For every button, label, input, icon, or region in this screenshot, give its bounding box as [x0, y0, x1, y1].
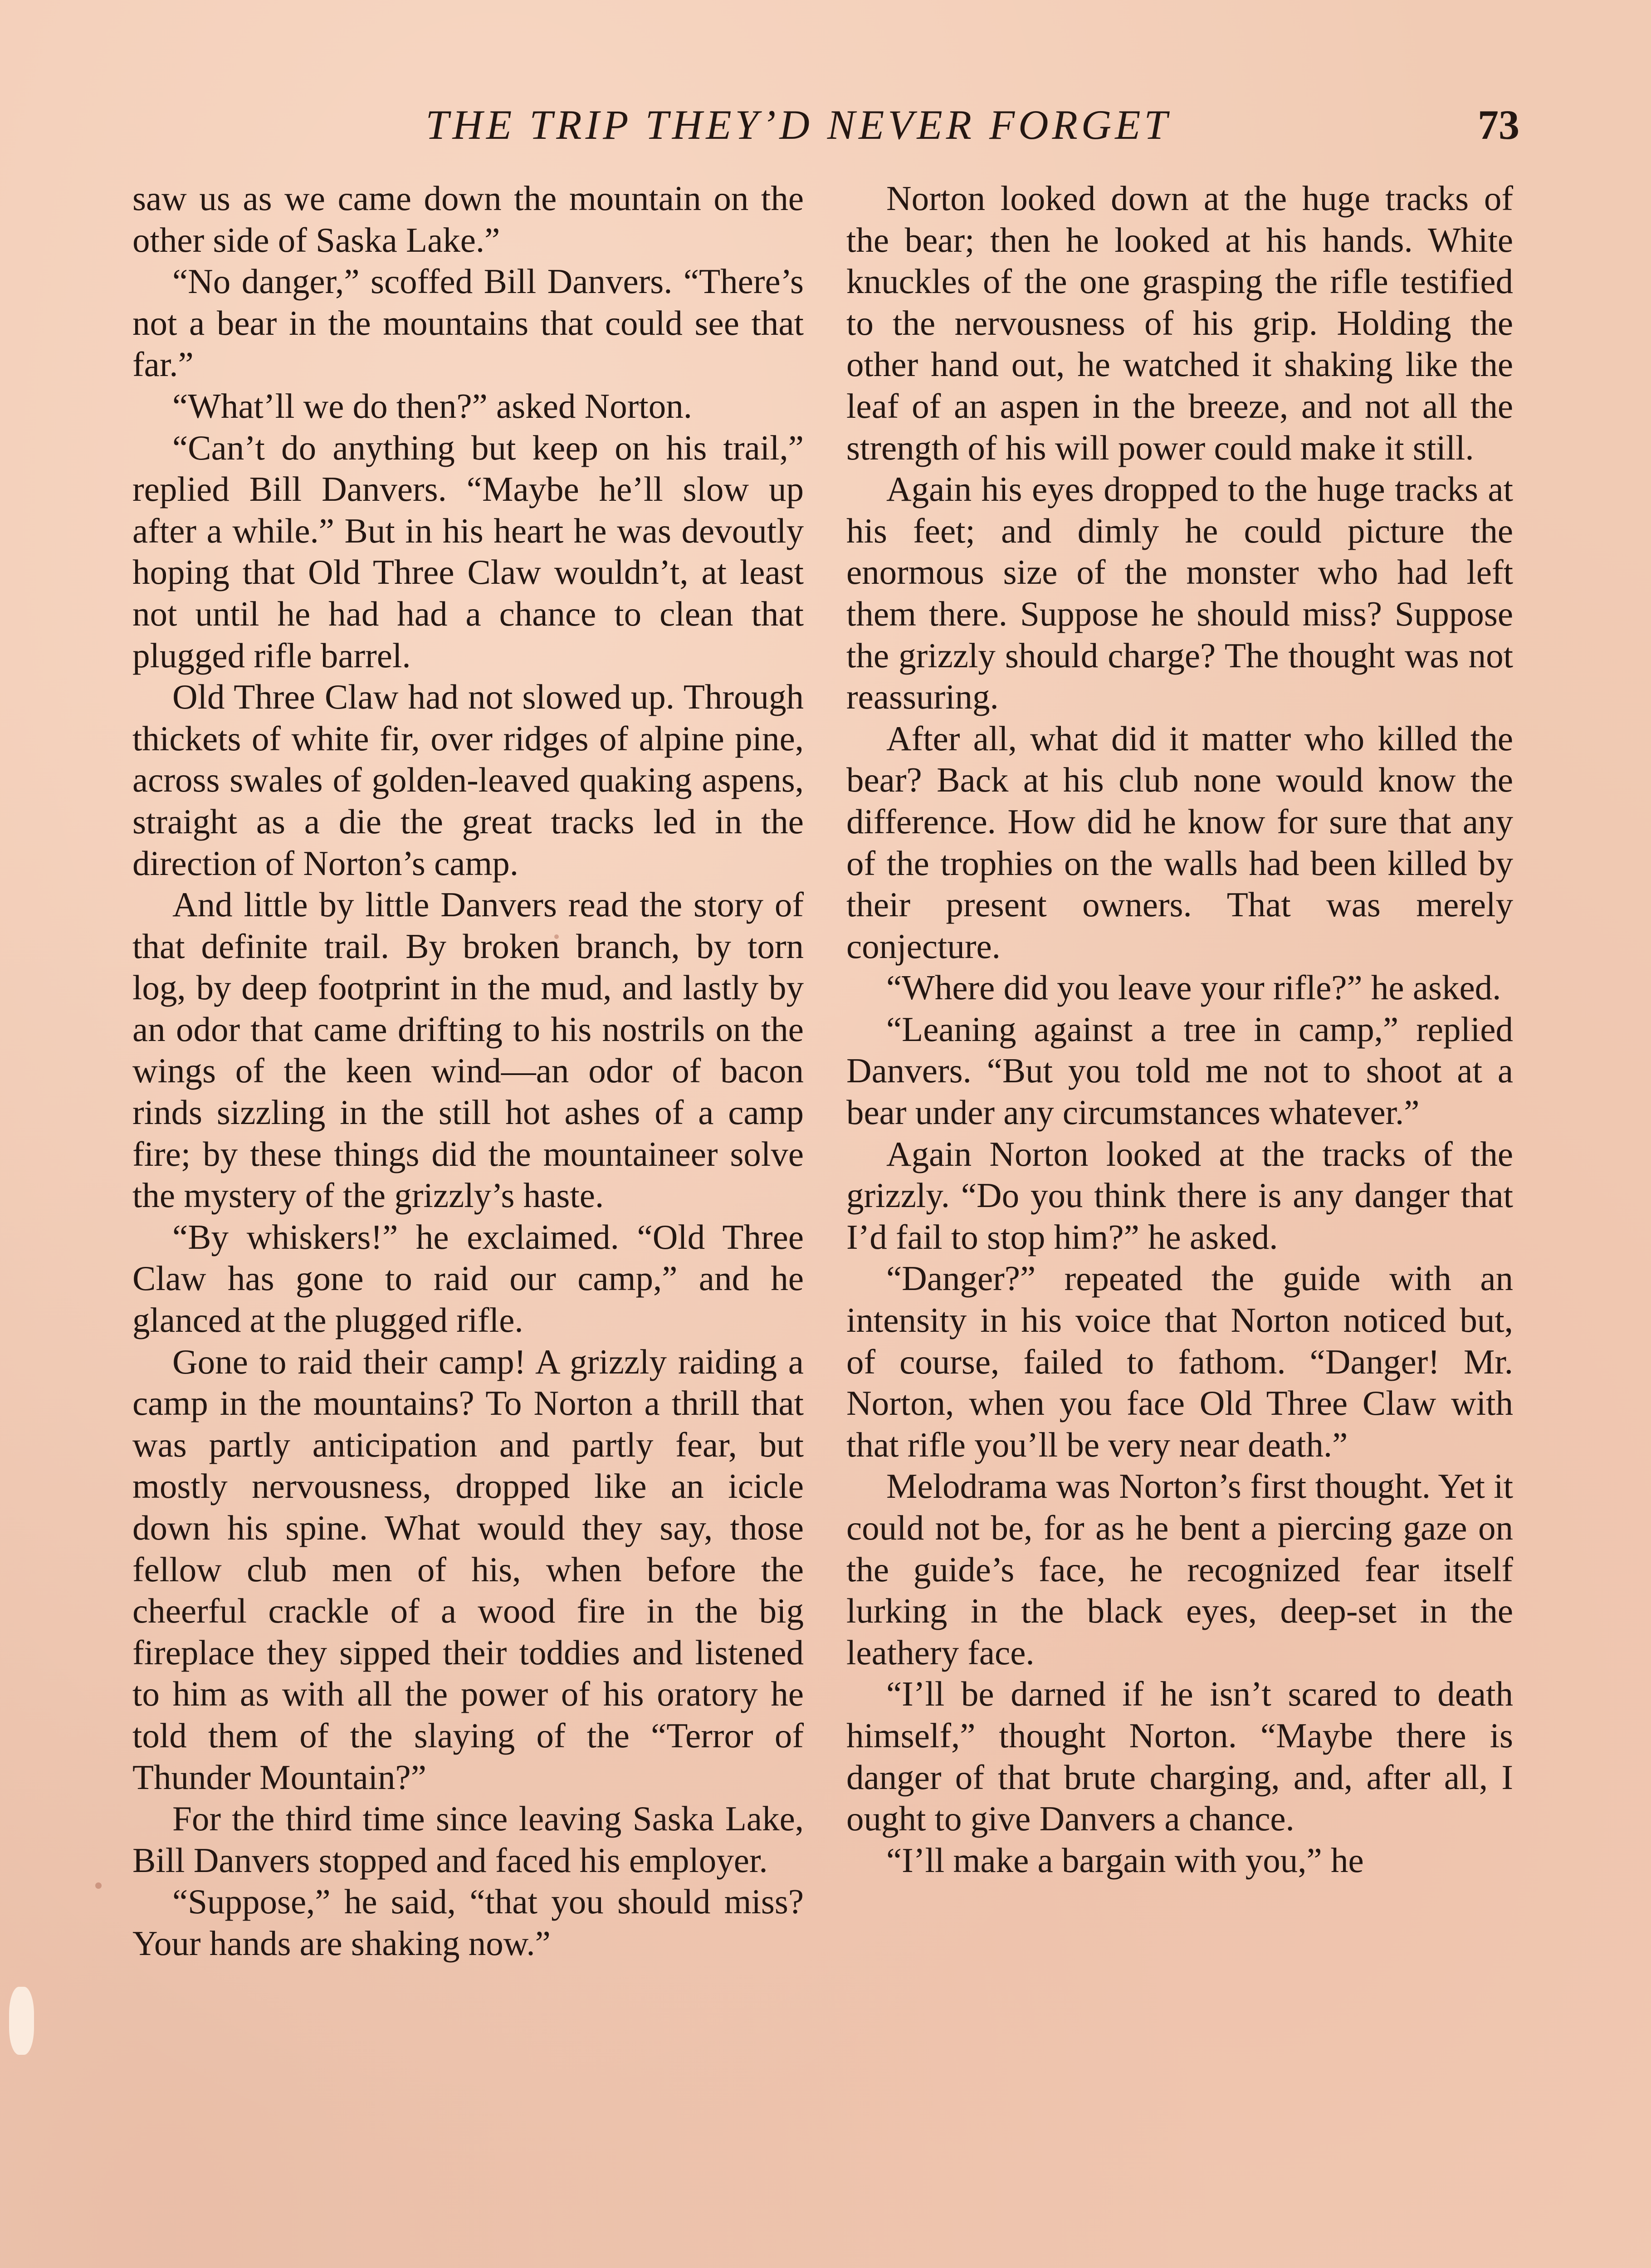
paragraph: Again Norton looked at the tracks of the grizzly. “Do you think there is any danger that I’d fail to stop him?” he asked.: [846, 1134, 1513, 1256]
paragraph: Melodrama was Norton’s first thought. Yet it could not be, for as he bent a piercing gaze on the guide’s face, he recognized fear itself lurking in the black eyes, deep-set in the leathery face.: [846, 1466, 1513, 1672]
paragraph: Again his eyes dropped to the huge tracks at his feet; and dimly he could picture the enormous size of the monster who had left them there. Suppose he should miss? Suppose the grizzly should charge? The thought was not reassuring.: [846, 469, 1513, 717]
paragraph: saw us as we came down the mountain on the other side of Saska Lake.”: [132, 179, 804, 259]
paper-spot: [1365, 195, 1369, 199]
paragraph: “I’ll be darned if he isn’t scared to death himself,” thought Norton. “Maybe there is danger of that brute charging, and, after all, I ought to give Danvers a chance.: [846, 1674, 1513, 1838]
paper-spot: [554, 934, 559, 939]
right-column: [846, 178, 1513, 1881]
paragraph: “Leaning against a tree in camp,” replied Danvers. “But you told me not to shoot at a bear under any circumstances whatever.”: [846, 1009, 1513, 1132]
paragraph: After all, what did it matter who killed the bear? Back at his club none would know the difference. How did he know for sure that any of the trophies on the walls had been killed by their present owners. That was merely conjecture.: [846, 719, 1513, 966]
paragraph: “Danger?” repeated the guide with an intensity in his voice that Norton noticed but, of course, failed to fathom. “Danger! Mr. Norton, when you face Old Three Claw with that rifle you’ll be very near death.”: [846, 1259, 1513, 1464]
paragraph: And little by little Danvers read the story of that definite trail. By broken branch, by torn log, by deep footprint in the mud, and lastly by an odor that came drifting to his nostrils on the wings of the keen wind—an odor of bacon rinds sizzling in the still hot ashes of a camp fire; by these things did the mountaineer solve the mystery of the grizzly’s haste.: [132, 885, 804, 1215]
paragraph: “No danger,” scoffed Bill Danvers. “There’s not a bear in the mountains that could see that far.”: [132, 262, 804, 384]
running-title: THE TRIP THEY’D NEVER FORGET: [425, 102, 1171, 148]
left-column: [132, 178, 804, 1965]
paper-scuff: [9, 1987, 34, 2055]
paragraph: “Where did you leave your rifle?” he asked.: [886, 968, 1501, 1007]
paragraph: “Can’t do anything but keep on his trail,” replied Bill Danvers. “Maybe he’ll slow up after a while.” But in his heart he was devoutly hoping that Old Three Claw wouldn’t, at least not until he had had a chance to clean that plugged rifle barrel.: [132, 428, 804, 675]
paragraph: Old Three Claw had not slowed up. Through thickets of white fir, over ridges of alpine pine, across swales of golden-leaved quaking aspens, straight as a die the great tracks led in the direction of Norton’s camp.: [132, 677, 804, 883]
paragraph: “I’ll make a bargain with you,” he: [886, 1840, 1364, 1880]
paper-spot: [95, 1882, 102, 1889]
running-head: [132, 86, 1519, 159]
paragraph: “Suppose,” he said, “that you should miss? Your hands are shaking now.”: [132, 1882, 804, 1963]
paragraph: “What’ll we do then?” asked Norton.: [172, 386, 693, 425]
paragraph: “By whiskers!” he exclaimed. “Old Three Claw has gone to raid our camp,” and he glanced at the plugged rifle.: [132, 1217, 804, 1340]
paragraph: Gone to raid their camp! A grizzly raiding a camp in the mountains? To Norton a thrill that was partly anticipation and partly fear, but mostly nervousness, dropped like an icicle down his spine. What would they say, those fellow club men of his, when before the cheerful crackle of a wood fire in the big fireplace they sipped their toddies and listened to him as with all the power of his oratory he told them of the slaying of the “Terror of Thunder Mountain?”: [132, 1342, 804, 1797]
paragraph: Norton looked down at the huge tracks of the bear; then he looked at his hands. White knuckles of the one grasping the rifle testified to the nervousness of his grip. Holding the other hand out, he watched it shaking like the leaf of an aspen in the breeze, and not all the strength of his will power could make it still.: [846, 179, 1513, 467]
paragraph: For the third time since leaving Saska Lake, Bill Danvers stopped and faced his employer.: [132, 1799, 804, 1880]
page-number: 73: [1478, 102, 1519, 148]
